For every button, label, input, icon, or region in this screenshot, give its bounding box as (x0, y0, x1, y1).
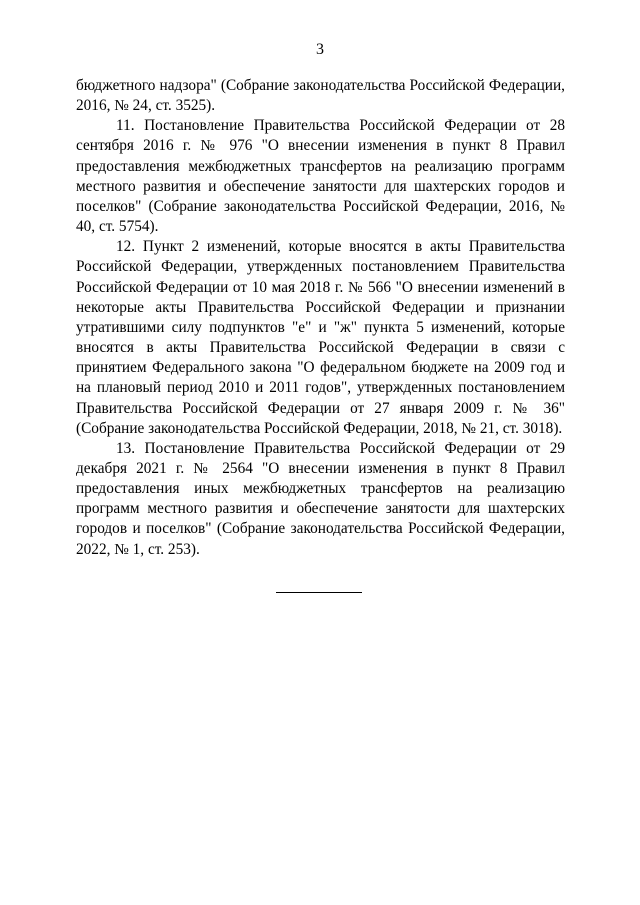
paragraph-continuation: бюджетного надзора" (Собрание законодательства Российской Федерации, 2016, № 24, ст. 3525). (76, 77, 565, 115)
list-item-12: 12. Пункт 2 изменений, которые вносятся в акты Правительства Российской Федерации, утвержденных постановлением Правительства Российской Федерации от 10 мая 2018 г. № 566 "О внесении изменений в некоторые акты Правительства Российской Федерации и признании утратившими силу подпунктов "е" и "ж" пункта 5 изменений, которые вносятся в акты Правительства Российской Федерации в связи с принятием Федерального закона "О федеральном бюджете на 2009 год и на плановый период 2010 и 2011 годов", утвержденных постановлением Правительства Российской Федерации от 27 января 2009 г. № 36" (Собрание законодательства Российской Федерации, 2018, № 21, ст. 3018). (76, 238, 565, 437)
document-body (76, 76, 565, 560)
list-item-11: 11. Постановление Правительства Российской Федерации от 28 сентября 2016 г. № 976 "О внесении изменения в пункт 8 Правил предоставления межбюджетных трансфертов на реализацию программ местного развития и обеспечение занятости для шахтерских городов и поселков" (Собрание законодательства Российской Федерации, 2016, № 40, ст. 5754). (76, 117, 565, 236)
list-item-13: 13. Постановление Правительства Российской Федерации от 29 декабря 2021 г. № 2564 "О внесении изменения в пункт 8 Правил предоставления иных межбюджетных трансфертов на реализацию программ местного развития и обеспечение занятости для шахтерских городов и поселков" (Собрание законодательства Российской Федерации, 2022, № 1, ст. 253). (76, 439, 565, 558)
end-separator-line (276, 592, 362, 593)
page-number: 3 (316, 41, 324, 58)
